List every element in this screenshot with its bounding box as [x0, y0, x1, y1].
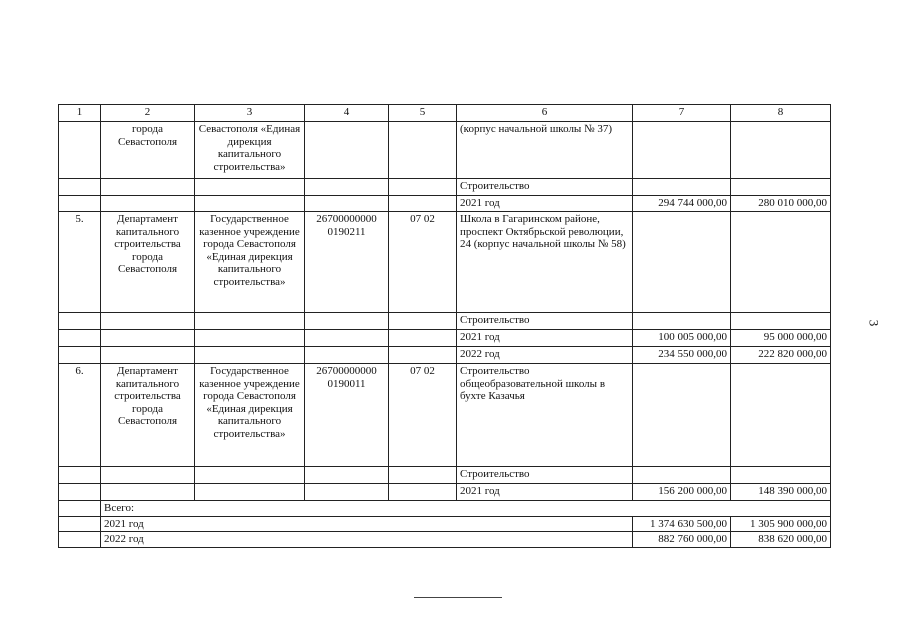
object-cell: Строительство общеобразовательной школы в бухте Казачья	[457, 364, 633, 467]
department-cell: Департамент капитального строительства города Севастополя	[101, 364, 195, 467]
institution-cell: Севастополя «Единая дирекция капитального строительства»	[195, 122, 305, 179]
amount-cell: 280 010 000,00	[731, 196, 831, 212]
code-cell: 26700000000 0190011	[305, 364, 389, 467]
object-cell: (корпус начальной школы № 37)	[457, 122, 633, 179]
amount-cell: 234 550 000,00	[633, 347, 731, 364]
amount-cell: 1 305 900 000,00	[731, 516, 831, 532]
page-number: 3	[866, 319, 882, 327]
amount-cell: 100 005 000,00	[633, 330, 731, 347]
budget-table	[58, 104, 831, 548]
year-cell: 2021 год	[457, 330, 633, 347]
year-cell: 2022 год	[457, 347, 633, 364]
year-cell: 2021 год	[101, 516, 633, 532]
work-type-cell: Строительство	[457, 179, 633, 196]
amount-cell: 148 390 000,00	[731, 484, 831, 501]
row-number: 5.	[59, 212, 101, 313]
table-row	[59, 364, 831, 467]
amount-cell: 95 000 000,00	[731, 330, 831, 347]
header-cell: 3	[195, 105, 305, 122]
total-row	[59, 532, 831, 548]
row-number: 6.	[59, 364, 101, 467]
header-row	[59, 105, 831, 122]
department-cell: Департамент капитального строительства города Севастополя	[101, 212, 195, 313]
year-cell: 2021 год	[457, 484, 633, 501]
total-row	[59, 516, 831, 532]
table-row	[59, 313, 831, 330]
amount-cell: 882 760 000,00	[633, 532, 731, 548]
total-row	[59, 501, 831, 517]
header-cell: 6	[457, 105, 633, 122]
table-row	[59, 212, 831, 313]
amount-cell: 838 620 000,00	[731, 532, 831, 548]
table-row	[59, 347, 831, 364]
institution-cell: Государственное казенное учреждение города Севастополя «Единая дирекция капитального строительства»	[195, 212, 305, 313]
table-row	[59, 467, 831, 484]
object-cell: Школа в Гагаринском районе, проспект Октябрьской революции, 24 (корпус начальной школы № 58)	[457, 212, 633, 313]
section-cell: 07 02	[389, 212, 457, 313]
amount-cell: 156 200 000,00	[633, 484, 731, 501]
amount-cell: 222 820 000,00	[731, 347, 831, 364]
header-cell: 2	[101, 105, 195, 122]
amount-cell: 294 744 000,00	[633, 196, 731, 212]
header-cell: 7	[633, 105, 731, 122]
table-row	[59, 179, 831, 196]
amount-cell: 1 374 630 500,00	[633, 516, 731, 532]
header-cell: 8	[731, 105, 831, 122]
work-type-cell: Строительство	[457, 313, 633, 330]
section-cell: 07 02	[389, 364, 457, 467]
table-row	[59, 484, 831, 501]
code-cell: 26700000000 0190211	[305, 212, 389, 313]
total-label: Всего:	[101, 501, 831, 517]
year-cell: 2021 год	[457, 196, 633, 212]
header-cell: 1	[59, 105, 101, 122]
header-cell: 5	[389, 105, 457, 122]
table-row	[59, 196, 831, 212]
department-cell: города Севастополя	[101, 122, 195, 179]
table-row	[59, 122, 831, 179]
header-cell: 4	[305, 105, 389, 122]
institution-cell: Государственное казенное учреждение города Севастополя «Единая дирекция капитального строительства»	[195, 364, 305, 467]
work-type-cell: Строительство	[457, 467, 633, 484]
table-row	[59, 330, 831, 347]
footer-divider	[414, 597, 502, 598]
year-cell: 2022 год	[101, 532, 633, 548]
